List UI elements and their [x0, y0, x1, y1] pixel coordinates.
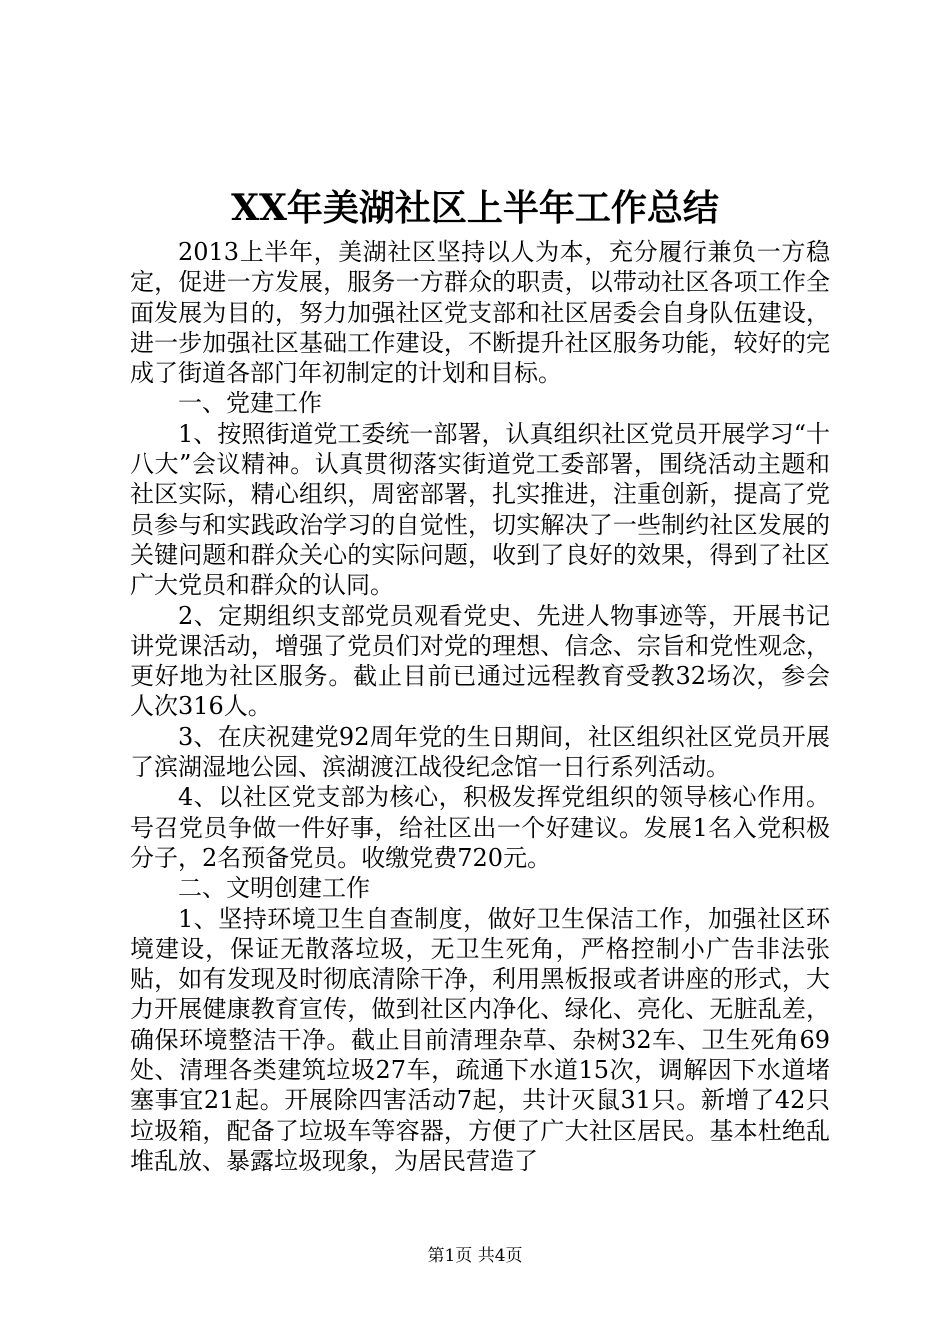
party-building-item-3: 3、在庆祝建党92周年党的生日期间，社区组织社区党员开展了滨湖湿地公园、滨湖渡江战役纪念馆一日行系列活动。	[130, 722, 830, 782]
party-building-item-1: 1、按照街道党工委统一部署，认真组织社区党员开展学习“十八大”会议精神。认真贯彻落实街道党工委部署，围绕活动主题和社区实际，精心组织，周密部署，扎实推进，注重创新，提高了党员参与和实践政治学习的自觉性，切实解决了一些制约社区发展的关键问题和群众关心的实际问题，收到了良好的效果，得到了社区广大党员和群众的认同。	[130, 419, 830, 600]
section-heading-party-building: 一、党建工作	[178, 389, 322, 418]
party-building-item-2: 2、定期组织支部党员观看党史、先进人物事迹等，开展书记讲党课活动，增强了党员们对党的理想、信念、宗旨和党性观念，更好地为社区服务。截止目前已通过远程教育受教32场次，参会人次316人。	[130, 601, 830, 721]
document-body	[130, 237, 830, 1176]
section-heading-civilization: 二、文明创建工作	[178, 874, 370, 903]
civilization-item-1: 1、坚持环境卫生自查制度，做好卫生保洁工作，加强社区环境建设，保证无散落垃圾，无卫生死角，严格控制小广告非法张贴，如有发现及时彻底清除干净，利用黑板报或者讲座的形式，大力开展健康教育宣传，做到社区内净化、绿化、亮化、无脏乱差，确保环境整洁干净。截止目前清理杂草、杂树32车、卫生死角69处、清理各类建筑垃圾27车，疏通下水道15次，调解因下水道堵塞事宜21起。开展除四害活动7起，共计灭鼠31只。新增了42只垃圾箱，配备了垃圾车等容器，方便了广大社区居民。基本杜绝乱堆乱放、暴露垃圾现象，为居民营造了	[130, 904, 830, 1175]
page-footer: 第1页 共4页	[427, 1246, 523, 1266]
party-building-item-4: 4、以社区党支部为核心，积极发挥党组织的领导核心作用。号召党员争做一件好事，给社区出一个好建议。发展1名入党积极分子，2名预备党员。收缴党费720元。	[130, 783, 830, 872]
document-title: XX年美湖社区上半年工作总结	[231, 187, 719, 229]
intro-paragraph: 2013上半年，美湖社区坚持以人为本，充分履行兼负一方稳定，促进一方发展，服务一方群众的职责，以带动社区各项工作全面发展为目的，努力加强社区党支部和社区居委会自身队伍建设，进一步加强社区基础工作建设，不断提升社区服务功能，较好的完成了街道各部门年初制定的计划和目标。	[130, 238, 830, 388]
